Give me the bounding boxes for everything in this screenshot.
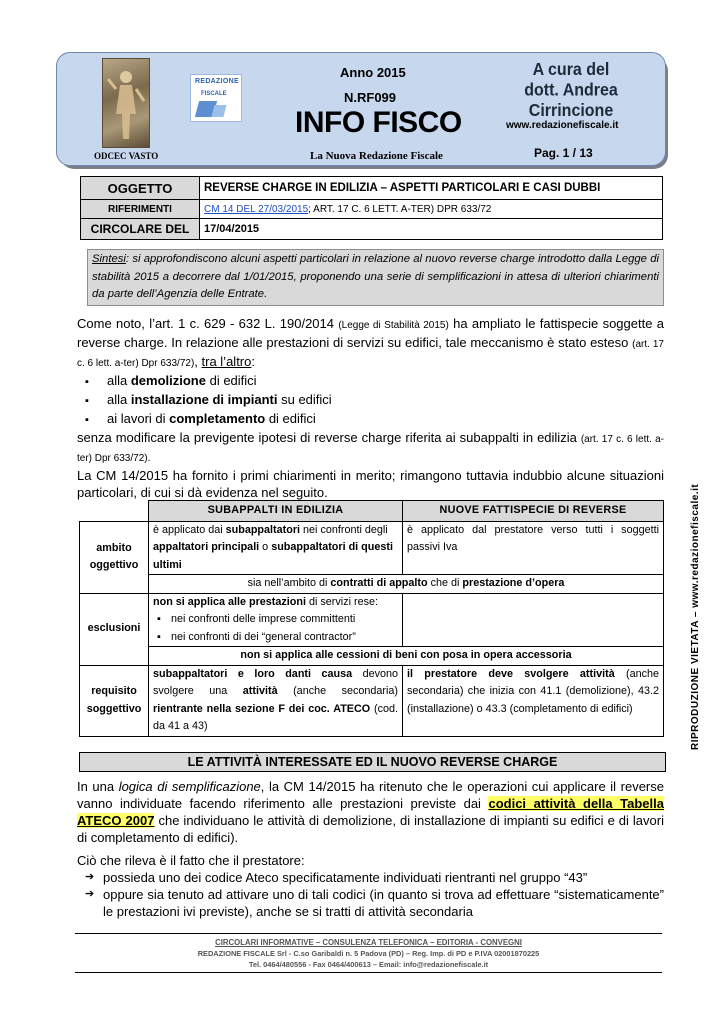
author-line2: dott. Andrea Cirrincione (524, 81, 618, 121)
row-header-esclusioni: esclusioni (80, 593, 149, 665)
oggetto-value: REVERSE CHARGE IN EDILIZIA – ASPETTI PARTICOLARI E CASI DUBBI (200, 177, 663, 200)
row-header-ambito: ambito oggettivo (80, 521, 149, 593)
ambito-shared-cell: sia nell’ambito di contratti di appalto che di prestazione d’opera (149, 575, 664, 594)
info-table (80, 176, 663, 240)
section-heading: LE ATTIVITÀ INTERESSATE ED IL NUOVO REVERSE CHARGE (79, 752, 666, 772)
esclusioni-shared-cell: non si applica alle cessioni di beni con posa in opera accessoria (149, 647, 664, 666)
footer-line-2: REDAZIONE FISCALE Srl - C.so Garibaldi n. 5 Padova (PD) – Reg. Imp. di PD e P.IVA 02001870225 (197, 949, 540, 958)
list-item: ▪ ai lavori di completamento di edifici (107, 410, 664, 429)
intro-paragraph-3: La CM 14/2015 ha fornito i primi chiarimenti in merito; rimangono tuttavia indubbio alcune situazioni particolari, di cui si dà evidenza nel seguito. (77, 468, 664, 500)
numero-label: N.RF099 (344, 90, 397, 105)
column-header-subappalti: SUBAPPALTI IN EDILIZIA (149, 501, 403, 522)
list-item: ▪ alla installazione di impianti su edifici (107, 391, 664, 410)
list-item: ▪ nei confronti delle imprese committenti (171, 611, 398, 629)
intro-bullet-list (77, 372, 664, 429)
intro-paragraph-1: Come noto, l’art. 1 c. 629 - 632 L. 190/2014 (Legge di Stabilità 2015) ha ampliato le fattispecie soggette a reverse charge. In relazione alle prestazioni di servizi su edifici, tale meccanismo è stato esteso (art. 17 c. 6 lett. a-ter) Dpr 633/72), tra l’altro: (77, 316, 664, 369)
intro-paragraph-2: senza modificare la previgente ipotesi di reverse charge riferita ai subappalti in edilizia (art. 17 c. 6 lett. a-ter) Dpr 633/72). (77, 430, 664, 464)
list-item: ▪ nei confronti di dei “general contractor” (171, 629, 398, 647)
redazione-fiscale-logo: REDAZIONE FISCALE (190, 74, 242, 122)
page-number: Pag. 1 / 13 (534, 146, 593, 160)
sintesi-label: Sintesi (92, 253, 126, 265)
list-item: ➔ possieda uno dei codice Ateco specificatamente individuati rientranti nel gruppo “43” (103, 869, 664, 886)
circolare-value: 17/04/2015 (200, 219, 663, 240)
side-watermark-text: RIPRODUZIONE VIETATA – www.redazionefiscale.it (690, 483, 701, 750)
ambito-subappalti-cell: è applicato dai subappaltatori nei confronti degli appaltatori principali o subappaltatori di questi ultimi (149, 521, 403, 575)
footer-line-3: Tel. 0464/480556 - Fax 0464/400613 – Email: info@redazionefiscale.it (248, 960, 489, 969)
ambito-nuove-cell: è applicato dal prestatore verso tutti i soggetti passivi Iva (403, 521, 664, 575)
author-block (486, 60, 656, 122)
intro-text (77, 315, 664, 501)
riferimenti-value: CM 14 DEL 27/03/2015; ART. 17 C. 6 LETT. A-TER) DPR 633/72 (200, 200, 663, 219)
section2-paragraph-2: Ciò che rileva è il fatto che il prestatore: (77, 853, 305, 868)
comparison-table (79, 500, 664, 737)
requisito-subappalti-cell: subappaltatori e loro danti causa devono svolgere una attività (anche secondaria) rientrante nella sezione F dei coc. ATECO (cod. da 41 a 43) (149, 665, 403, 736)
esclusioni-nuove-cell (403, 593, 664, 647)
oggetto-label: OGGETTO (81, 177, 200, 200)
ateco-highlight: codici attività della Tabella ATECO 2007 (77, 796, 664, 828)
section2-paragraph-1: In una logica di semplificazione, la CM 14/2015 ha ritenuto che le operazioni cui applicare il reverse vanno individuate facendo riferimento alle prestazioni previste dai codici attività della Tabella ATECO 2007 che individuano le attività di demolizione, di installazione di impianti su edifici e di lavori di completamento di edifici). (77, 779, 664, 845)
page-title: INFO FISCO (295, 106, 462, 139)
page-subtitle: La Nuova Redazione Fiscale (310, 150, 443, 162)
row-header-requisito: requisito soggettivo (80, 665, 149, 736)
list-item: ➔ oppure sia tenuto ad attivare uno di tali codici (in quanto si trova ad effettuare “sistematicamente” le prestazioni ivi previste), anche se si tratti di attività secondaria (103, 886, 664, 920)
riferimenti-label: RIFERIMENTI (81, 200, 200, 219)
odcec-label: ODCEC VASTO (94, 151, 159, 161)
author-line1: A cura del (532, 60, 610, 80)
anno-label: Anno 2015 (340, 65, 406, 80)
sintesi-text: : si approfondiscono alcuni aspetti particolari in relazione al nuovo reverse charge introdotto dalla Legge di stabilità 2015 a decorrere dal 1/01/2015, proponendo una serie di semplificazioni in attesa di ulteriori chiarimenti da parte dell’Agenzia delle Entrate. (92, 253, 659, 300)
footer-line-1: CIRCOLARI INFORMATIVE – CONSULENZA TELEFONICA – EDITORIA - CONVEGNI (215, 938, 522, 947)
list-item: ▪ alla demolizione di edifici (107, 372, 664, 391)
website-link[interactable]: www.redazionefiscale.it (506, 120, 619, 131)
footer (75, 933, 662, 973)
section2-arrow-list (77, 869, 664, 920)
esclusioni-subappalti-cell: non si applica alle prestazioni di servizi rese: ▪ nei confronti delle imprese committenti ▪ nei confronti di dei “general contractor” (149, 593, 403, 647)
column-header-nuove-fattispecie: NUOVE FATTISPECIE DI REVERSE (403, 501, 664, 522)
sintesi-box (87, 249, 664, 306)
mosaic-image (102, 58, 150, 148)
cm-link[interactable]: CM 14 DEL 27/03/2015 (204, 203, 309, 215)
requisito-nuove-cell: il prestatore deve svolgere attività (anche secondaria) che inizia con 41.1 (demolizione), 43.2 (installazione) o 43.3 (completamento di edifici) (403, 665, 664, 736)
section2-text (77, 778, 664, 920)
circolare-label: CIRCOLARE DEL (81, 219, 200, 240)
